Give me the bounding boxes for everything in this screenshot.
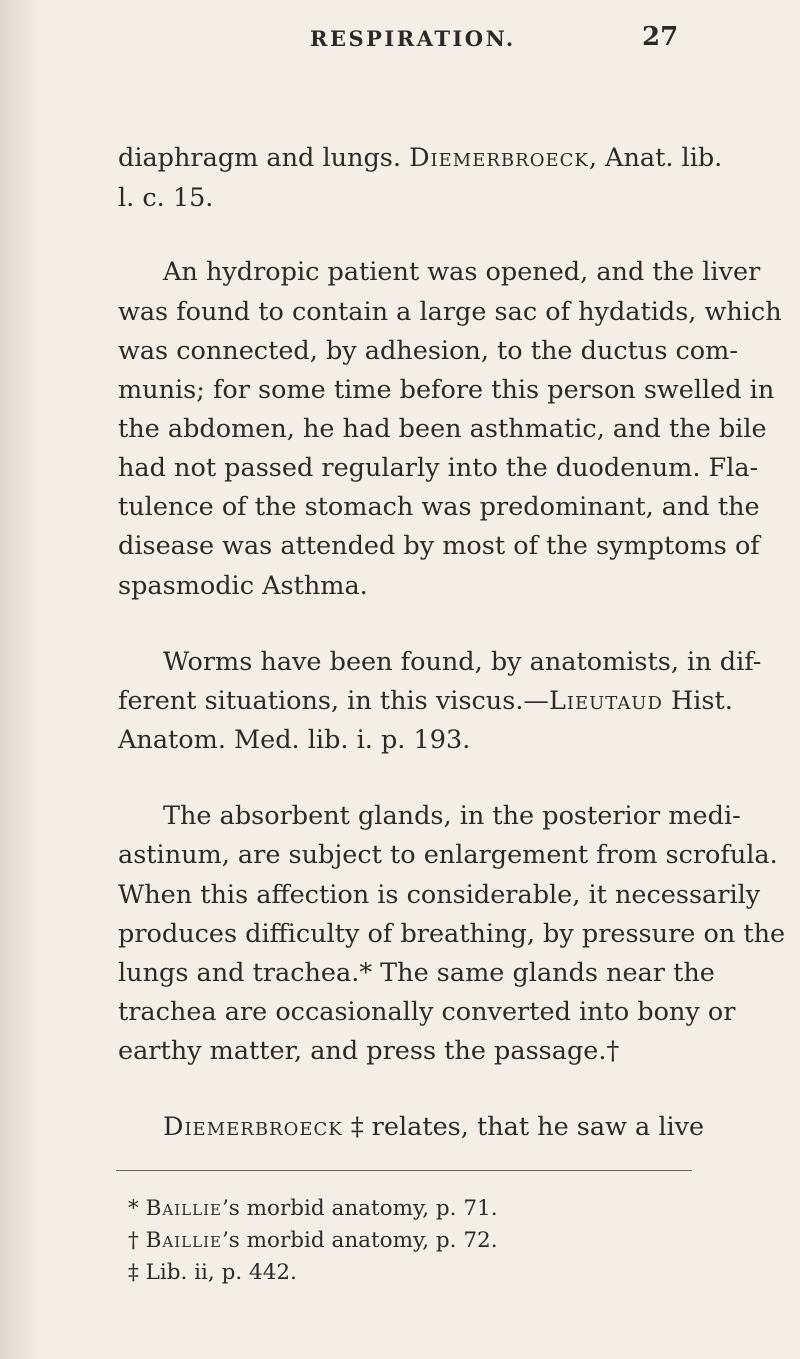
text-segment: was connected, by adhesion, to the ductus com- <box>118 336 738 366</box>
text-segment: ‡ relates, that he saw a live <box>342 1112 705 1142</box>
text-segment: the abdomen, he had been asthmatic, and the bile <box>118 414 767 444</box>
text-line <box>118 958 715 988</box>
text-line <box>118 183 688 213</box>
text-line <box>118 571 688 601</box>
text-segment: * <box>128 1196 146 1221</box>
text-segment: astinum, are subject to enlargement from scrofula. <box>118 840 778 870</box>
text-line <box>118 919 786 949</box>
text-line <box>163 647 762 677</box>
author-name: Diemerbroeck <box>163 1112 343 1142</box>
text-segment: tulence of the stomach was predominant, and the <box>118 492 760 522</box>
text-segment: ’s morbid anatomy, p. 72. <box>221 1228 498 1253</box>
author-name: Lieutaud <box>548 686 663 716</box>
author-name: Baillie <box>145 1196 222 1221</box>
author-name: Baillie <box>145 1228 222 1253</box>
footnote <box>128 1196 498 1222</box>
footnote <box>128 1228 498 1254</box>
text-segment: ’s morbid anatomy, p. 71. <box>221 1196 498 1221</box>
text-segment: disease was attended by most of the symptoms of <box>118 531 760 561</box>
text-segment: produces difficulty of breathing, by pressure on the <box>118 919 786 949</box>
text-segment: Worms have been found, by anatomists, in dif- <box>163 647 762 677</box>
text-line <box>118 453 759 483</box>
running-head <box>0 22 800 62</box>
text-segment: ‡ Lib. ii, p. 442. <box>128 1260 297 1285</box>
text-line <box>163 801 741 831</box>
text-segment: When this affection is considerable, it necessarily <box>118 880 761 910</box>
text-line <box>118 686 733 716</box>
text-line <box>118 1036 688 1066</box>
text-line <box>118 492 760 522</box>
text-segment: Anatom. Med. lib. i. p. 193. <box>118 725 471 755</box>
text-segment: The absorbent glands, in the posterior medi- <box>163 801 741 831</box>
text-line <box>118 997 736 1027</box>
text-segment: An hydropic patient was opened, and the liver <box>163 257 761 287</box>
text-line <box>118 531 760 561</box>
page-number: 27 <box>642 22 679 52</box>
text-segment: had not passed regularly into the duodenum. Fla- <box>118 453 759 483</box>
text-line <box>163 257 761 287</box>
text-segment: , Anat. lib. <box>588 143 723 173</box>
text-segment: spasmodic Asthma. <box>118 571 368 601</box>
text-segment: lungs and trachea.* The same glands near the <box>118 958 715 988</box>
text-line <box>118 336 738 366</box>
text-line <box>118 143 723 173</box>
text-line <box>118 375 775 405</box>
text-line <box>118 414 767 444</box>
text-segment: trachea are occasionally converted into bony or <box>118 997 736 1027</box>
text-segment: diaphragm and lungs. <box>118 143 410 173</box>
text-segment: was found to contain a large sac of hydatids, which <box>118 297 782 327</box>
text-line <box>118 840 778 870</box>
text-line <box>118 297 782 327</box>
text-segment: † <box>128 1228 146 1253</box>
text-segment: ferent situations, in this viscus.— <box>118 686 549 716</box>
text-line <box>118 880 761 910</box>
footnote-rule <box>116 1170 692 1171</box>
text-segment: munis; for some time before this person swelled in <box>118 375 775 405</box>
page-edge-shadow <box>0 0 40 1359</box>
footnote <box>128 1260 297 1286</box>
text-line <box>163 1112 705 1142</box>
author-name: Diemerbroeck <box>409 143 589 173</box>
text-segment: l. c. 15. <box>118 183 214 213</box>
text-line <box>118 725 688 755</box>
text-segment: Hist. <box>662 686 733 716</box>
text-segment: earthy matter, and press the passage.† <box>118 1036 620 1066</box>
running-head-title: RESPIRATION. <box>310 26 516 51</box>
